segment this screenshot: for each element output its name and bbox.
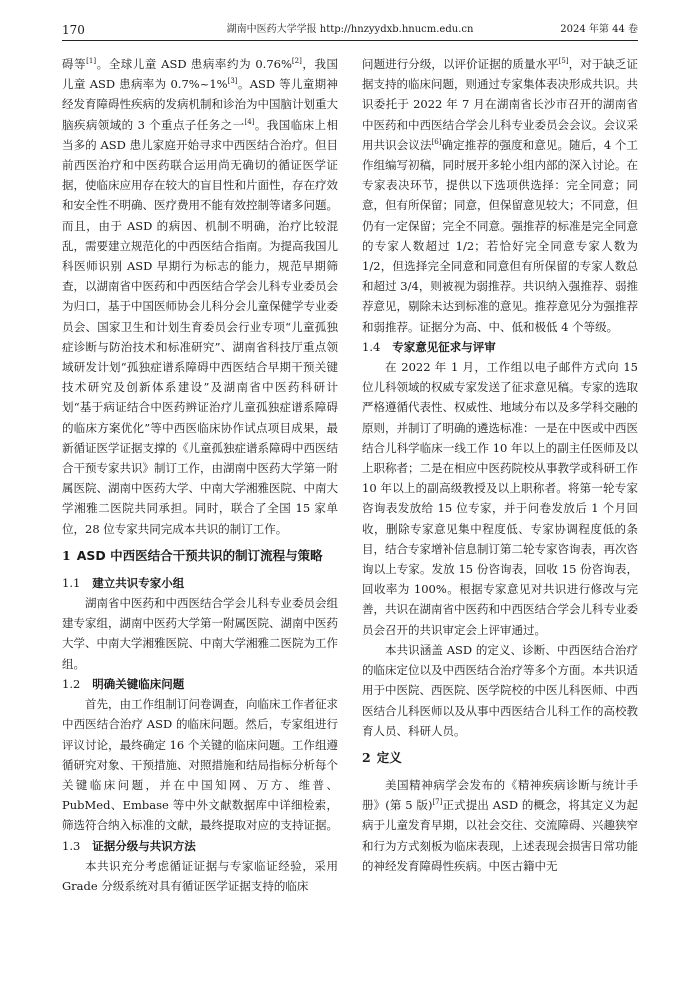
citation: [1] bbox=[86, 57, 97, 66]
citation: [5] bbox=[558, 57, 569, 66]
citation: [3] bbox=[227, 77, 238, 86]
citation: [4] bbox=[244, 117, 255, 126]
paragraph: 首先，由工作组制订问卷调查，向临床工作者征求中西医结合治疗 ASD 的临床问题。然后，专家组进行评议讨论，最终确定 16 个关键的临床问题。工作组遵循研究对象、干预措施、对照措施和结局指标分析每个关键临床问题，并在中国知网、万方、维普、PubMed、Embase 等中外文献数据库中详细检索，筛选符合纳入标准的文献，最终提取对应的支持证据。 bbox=[62, 697, 338, 833]
paragraph: 在 2022 年 1 月，工作组以电子邮件方式向 15 位儿科领域的权威专家发送了征求意见稿。专家的选取严格遵循代表性、权威性、地域分布以及多学科交融的原则，并制订了明确的遴选标准：一是在中医或中西医结合儿科学临床一线工作 10 年以上的副主任医师及以上职称者；二是在相应中医药院校从事教学或科研工作 10 年以上的副高级教授及以上职称者。将第一轮专家咨询表发放给 15 位专家，并于问卷发放后 1 个月回收，删除专家意见集中程度低、专家协调程度低的条目，结合专家增补信息制订第二轮专家咨询表，再次咨询以上专家。发放 15 份咨询表，回收 15 份咨询表，回收率为 100%。根据专家意见对共识进行修改与完善，共识在湖南省中医药和中西医结合学会儿科专业委员会召开的共识审定会上评审通过。 bbox=[362, 360, 638, 637]
citation: [7] bbox=[432, 798, 443, 807]
running-header bbox=[62, 22, 638, 41]
page-number: 170 bbox=[62, 23, 85, 37]
paragraph: 问题进行分级，以评价证据的质量水平[5]，对于缺乏证据支持的临床问题，则通过专家集体表决形成共识。共识委托于 2022 年 7 月在湖南省长沙市召开的湖南省中医药和中西医结合学会儿科专业委员会会议。会议采用共识会议法[6]确定推荐的强度和意见。随后，4 个工作组编写初稿，同时展开多轮小组内部的深入讨论。在专家表决环节，提供以下选项供选择：完全同意；同意，但有所保留；同意，但保留意见较大；不同意，但仍有一定保留；完全不同意。强推荐的标准是完全同意的专家人数超过 1/2；若恰好完全同意专家人数为 1/2，但选择完全同意和同意但有所保留的专家人数总和超过 3/4，则被视为弱推荐。共识纳入强推荐、弱推荐意见，剔除未达到标准的意见。推荐意见分为强推荐和弱推荐。证据分为高、中、低和极低 4 个等级。 bbox=[362, 57, 639, 334]
subsection-heading: 1.2 明确关键临床问题 bbox=[62, 676, 185, 691]
journal-title: 湖南中医药大学学报 http://hnzyydxb.hnucm.edu.cn bbox=[226, 24, 474, 35]
paragraph: 本共识充分考虑循证证据与专家临证经验，采用 Grade 分级系统对具有循证医学证据支持的临床 bbox=[62, 858, 338, 893]
subsection-heading: 1.1 建立共识专家小组 bbox=[62, 575, 185, 590]
paragraph: 湖南省中医药和中西医结合学会儿科专业委员会组建专家组，湖南中医药大学第一附属医院、湖南中医药大学、中南大学湘雅医院、中南大学湘雅二医院为工作组。 bbox=[62, 596, 338, 671]
citation: [6] bbox=[431, 137, 442, 146]
subsection-heading: 1.4 专家意见征求与评审 bbox=[362, 339, 496, 354]
subsection-heading: 1.3 证据分级与共识方法 bbox=[62, 838, 196, 853]
issue-label: 2024 年第 44 卷 bbox=[560, 24, 638, 35]
left-column bbox=[62, 54, 338, 896]
paragraph: 美国精神病学会发布的《精神疾病诊断与统计手册》(第 5 版)[7]正式提出 ASD 的概念，将其定义为起病于儿童发育早期，以社会交往、交流障碍、兴趣狭窄和行为方式刻板为临床表现，上述表现会损害日常功能的神经发育障碍性疾病。中医古籍中无 bbox=[362, 777, 638, 873]
section-heading: 1 ASD 中西医结合干预共识的制订流程与策略 bbox=[62, 547, 323, 563]
paragraph-prevalence: 碍等[1]。全球儿童 ASD 患病率约为 0.76%[2]，我国儿童 ASD 患病率为 0.7%~1%[3]。ASD 等儿童期神经发育障碍性疾病的发病机制和诊治为中国脑计划重大脑疾病领域的 3 个重点子任务之一[4]。我国临床上相当多的 ASD 患儿家庭开始寻求中西医结合治疗。但目前西医治疗和中医药联合运用尚无确切的循证医学证据，使临床应用存在较大的盲目性和片面性，存在疗效和安全性不明确、医疗费用不能有效控制等诸多问题。而且，由于 ASD 的病因、机制不明确，治疗比较混乱，需要建立规范化的中西医结合指南。为提高我国儿科医师识别 ASD 早期行为标志的能力，规范早期筛查，以湖南省中医药和中西医结合学会儿科专业委员会为归口，基于中国医师协会儿科分会儿童保健学专业委员会、国家卫生和计划生育委员会行业专项“儿童孤独症诊断与防治技术和标准研究”、湖南省科技厅重点领域研发计划“孤独症谱系障碍中西医结合早期干预关键技术研究及创新体系建设”及湖南省中医药科研计划“基于病证结合中医药辨证治疗儿童孤独症谱系障碍的临床方案优化”等中西医临床协作试点项目成果，最新循证医学证据支撑的《儿童孤独症谱系障碍中西医结合干预专家共识》制订工作，由湖南中医药大学第一附属医院、湖南中医药大学、中南大学湘雅医院、中南大学湘雅二医院共同承担。同时，联合了全国 15 家单位，28 位专家共同完成本共识的制订工作。 bbox=[62, 57, 339, 536]
right-column bbox=[362, 54, 638, 876]
section-heading: 2 定义 bbox=[362, 749, 402, 765]
paragraph: 本共识涵盖 ASD 的定义、诊断、中西医结合治疗的临床定位以及中西医结合治疗等多个方面。本共识适用于中医院、西医院、医学院校的中医儿科医师、中西医结合儿科医师以及从事中西医结合儿科工作的高校教育人员、科研人员。 bbox=[362, 642, 638, 738]
citation: [2] bbox=[291, 57, 302, 66]
